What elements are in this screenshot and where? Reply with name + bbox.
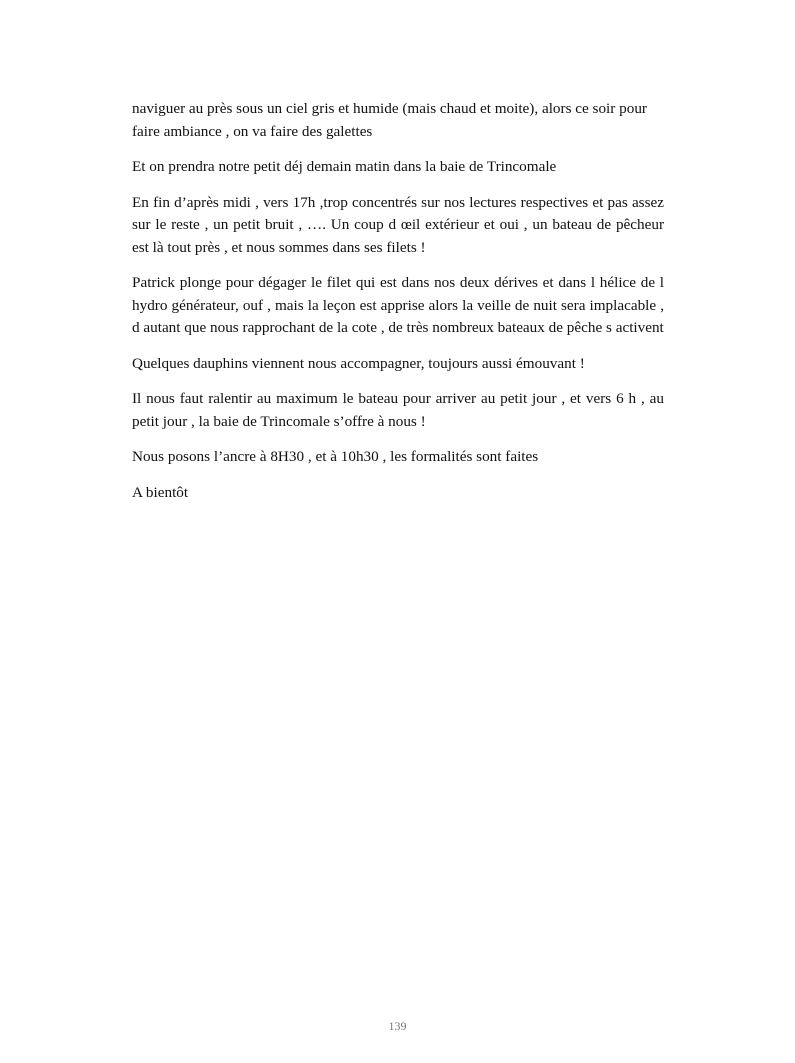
paragraph-6: Il nous faut ralentir au maximum le bateau pour arriver au petit jour , et vers 6 h , au petit jour , la baie de Trincomale s’offre à nous !: [132, 390, 664, 430]
paragraph-3: En fin d’après midi , vers 17h ,trop concentrés sur nos lectures respectives et pas assez sur le reste , un petit bruit , …. Un coup d œil extérieur et oui , un bateau de pêcheur est là tout près , et nous sommes dans ses filets !: [132, 193, 664, 256]
paragraph-4: Patrick plonge pour dégager le filet qui est dans nos deux dérives et dans l hélice de l hydro générateur, ouf , mais la leçon est apprise alors la veille de nuit sera implacable , d autant que nous rapprochant de la cote , de très nombreux bateaux de pêche s activent: [132, 274, 664, 336]
paragraph-5: Quelques dauphins viennent nous accompagner, toujours aussi émouvant !: [132, 354, 585, 372]
page-body: [132, 98, 664, 517]
paragraph-1: naviguer au près sous un ciel gris et humide (mais chaud et moite), alors ce soir pour faire ambiance , on va faire des galettes: [132, 100, 647, 140]
paragraph-8: A bientôt: [132, 483, 189, 501]
paragraph-2: Et on prendra notre petit déj demain matin dans la baie de Trincomale: [132, 158, 557, 175]
paragraph-7: Nous posons l’ancre à 8H30 , et à 10h30 , les formalités sont faites: [132, 448, 539, 465]
page-number: 139: [388, 1019, 407, 1033]
